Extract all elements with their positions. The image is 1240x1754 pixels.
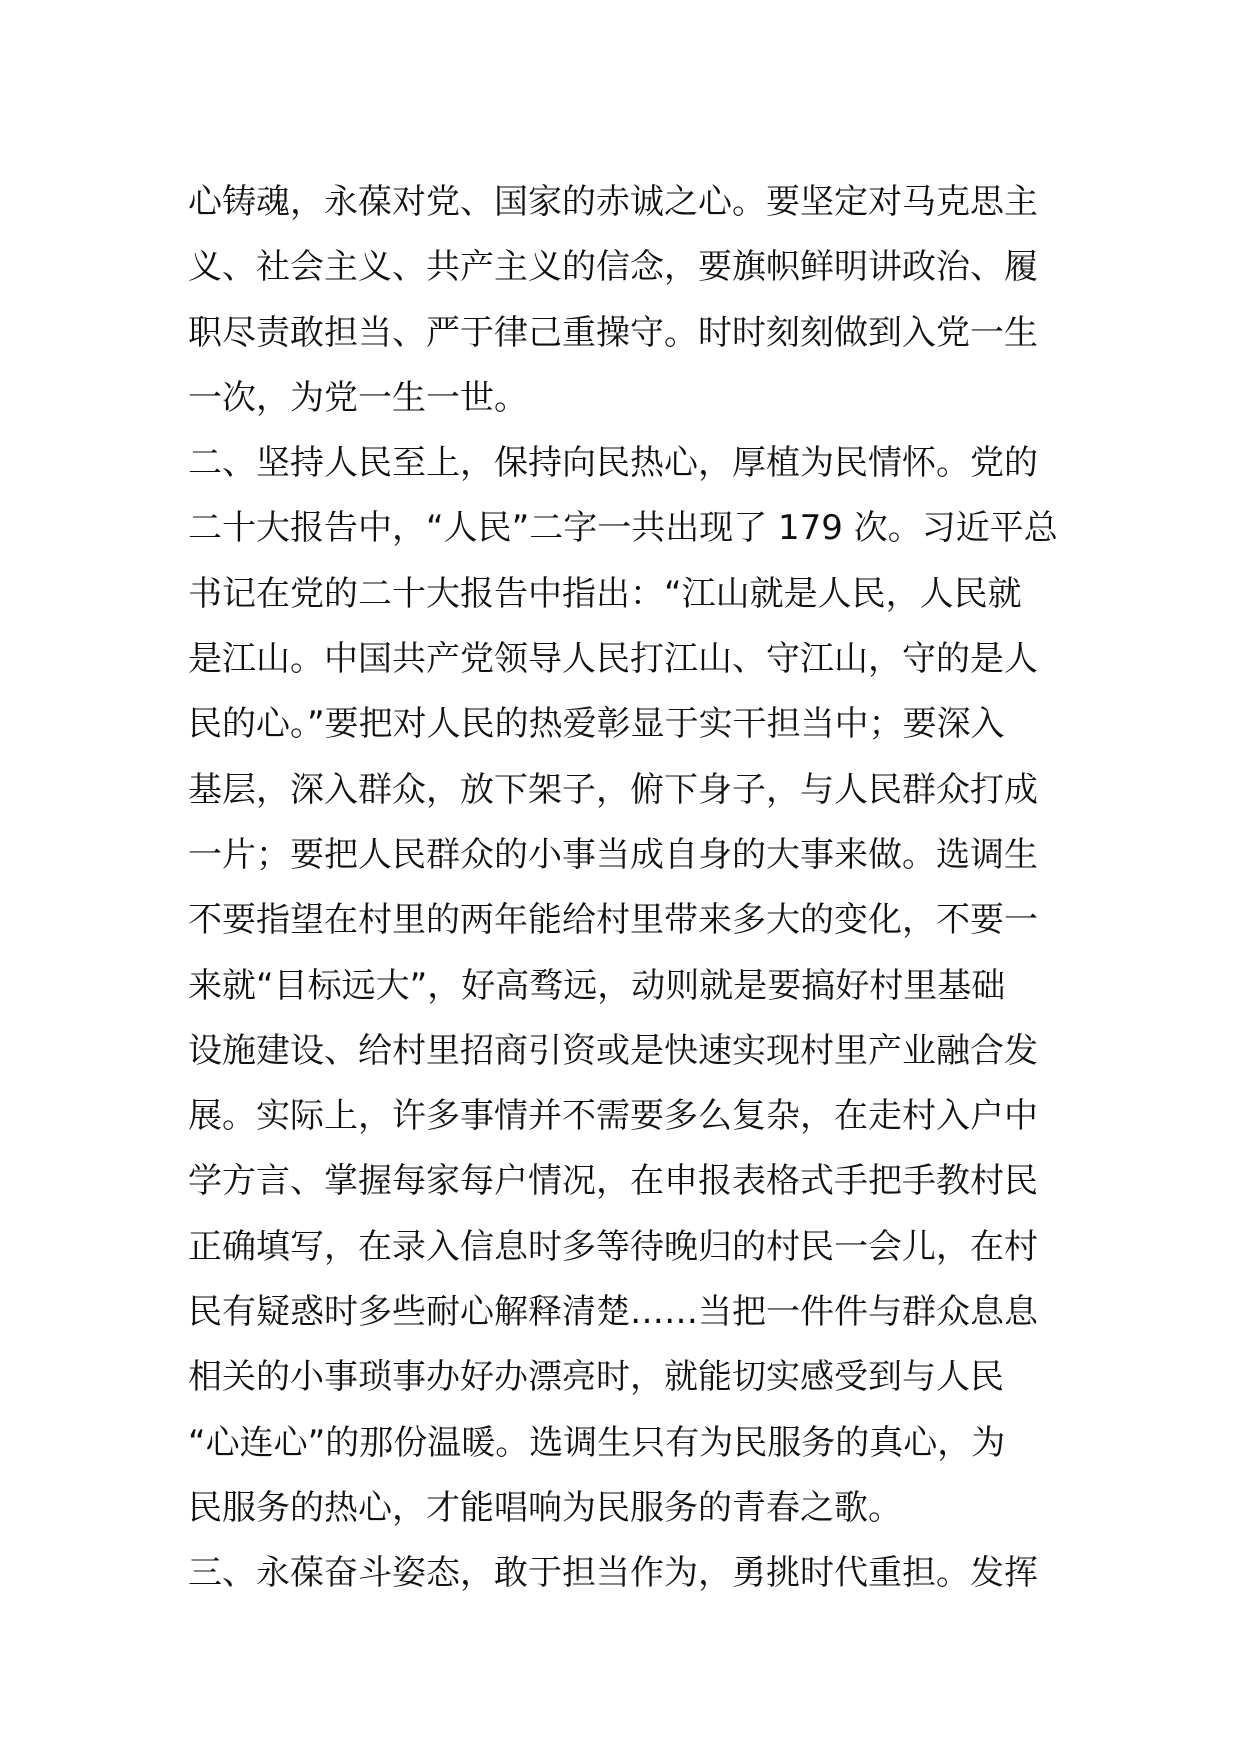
text-line: 正确填写，在录入信息时多等待晚归的村民一会儿，在村	[188, 1226, 1038, 1267]
text-line: 学方言、掌握每家每户情况，在申报表格式手把手教村民	[188, 1161, 1038, 1202]
text-line: 职尽责敢担当、严于律己重操守。时时刻刻做到入党一生	[188, 312, 1038, 353]
section-heading-line: 三、永葆奋斗姿态，敢于担当作为，勇挑时代重担。发挥	[188, 1553, 1038, 1594]
text-line: 设施建设、给村里招商引资或是快速实现村里产业融合发	[188, 1030, 1038, 1071]
body-text	[188, 170, 1058, 1607]
text-line: 展。实际上，许多事情并不需要多么复杂，在走村入户中	[188, 1096, 1038, 1137]
text-line: 民的心。”要把对人民的热爱彰显于实干担当中；要深入	[188, 704, 1005, 745]
text-line: 义、社会主义、共产主义的信念，要旗帜鲜明讲政治、履	[188, 247, 1038, 288]
text-line: 民服务的热心，才能唱响为民服务的青春之歌。	[188, 1487, 902, 1528]
text-line: 一片；要把人民群众的小事当成自身的大事来做。选调生	[188, 834, 1038, 875]
text-line: 二十大报告中，“人民”二字一共出现了 179 次。习近平总	[188, 508, 1058, 549]
section-heading-line: 二、坚持人民至上，保持向民热心，厚植为民情怀。党的	[188, 443, 1038, 484]
text-line: 基层，深入群众，放下架子，俯下身子，与人民群众打成	[188, 769, 1038, 810]
text-line: 不要指望在村里的两年能给村里带来多大的变化，不要一	[188, 900, 1038, 941]
text-line: 民有疑惑时多些耐心解释清楚……当把一件件与群众息息	[188, 1292, 1038, 1333]
text-line: 一次，为党一生一世。	[188, 377, 528, 418]
text-line: 书记在党的二十大报告中指出：“江山就是人民，人民就	[188, 573, 1022, 614]
text-line: “心连心”的那份温暖。选调生只有为民服务的真心，为	[188, 1422, 1006, 1463]
text-line: 相关的小事琐事办好办漂亮时，就能切实感受到与人民	[188, 1357, 1004, 1398]
text-line: 心铸魂，永葆对党、国家的赤诚之心。要坚定对马克思主	[188, 182, 1038, 222]
text-line: 是江山。中国共产党领导人民打江山、守江山，守的是人	[188, 639, 1038, 680]
text-line: 来就“目标远大”，好高骛远，动则就是要搞好村里基础	[188, 965, 1006, 1006]
